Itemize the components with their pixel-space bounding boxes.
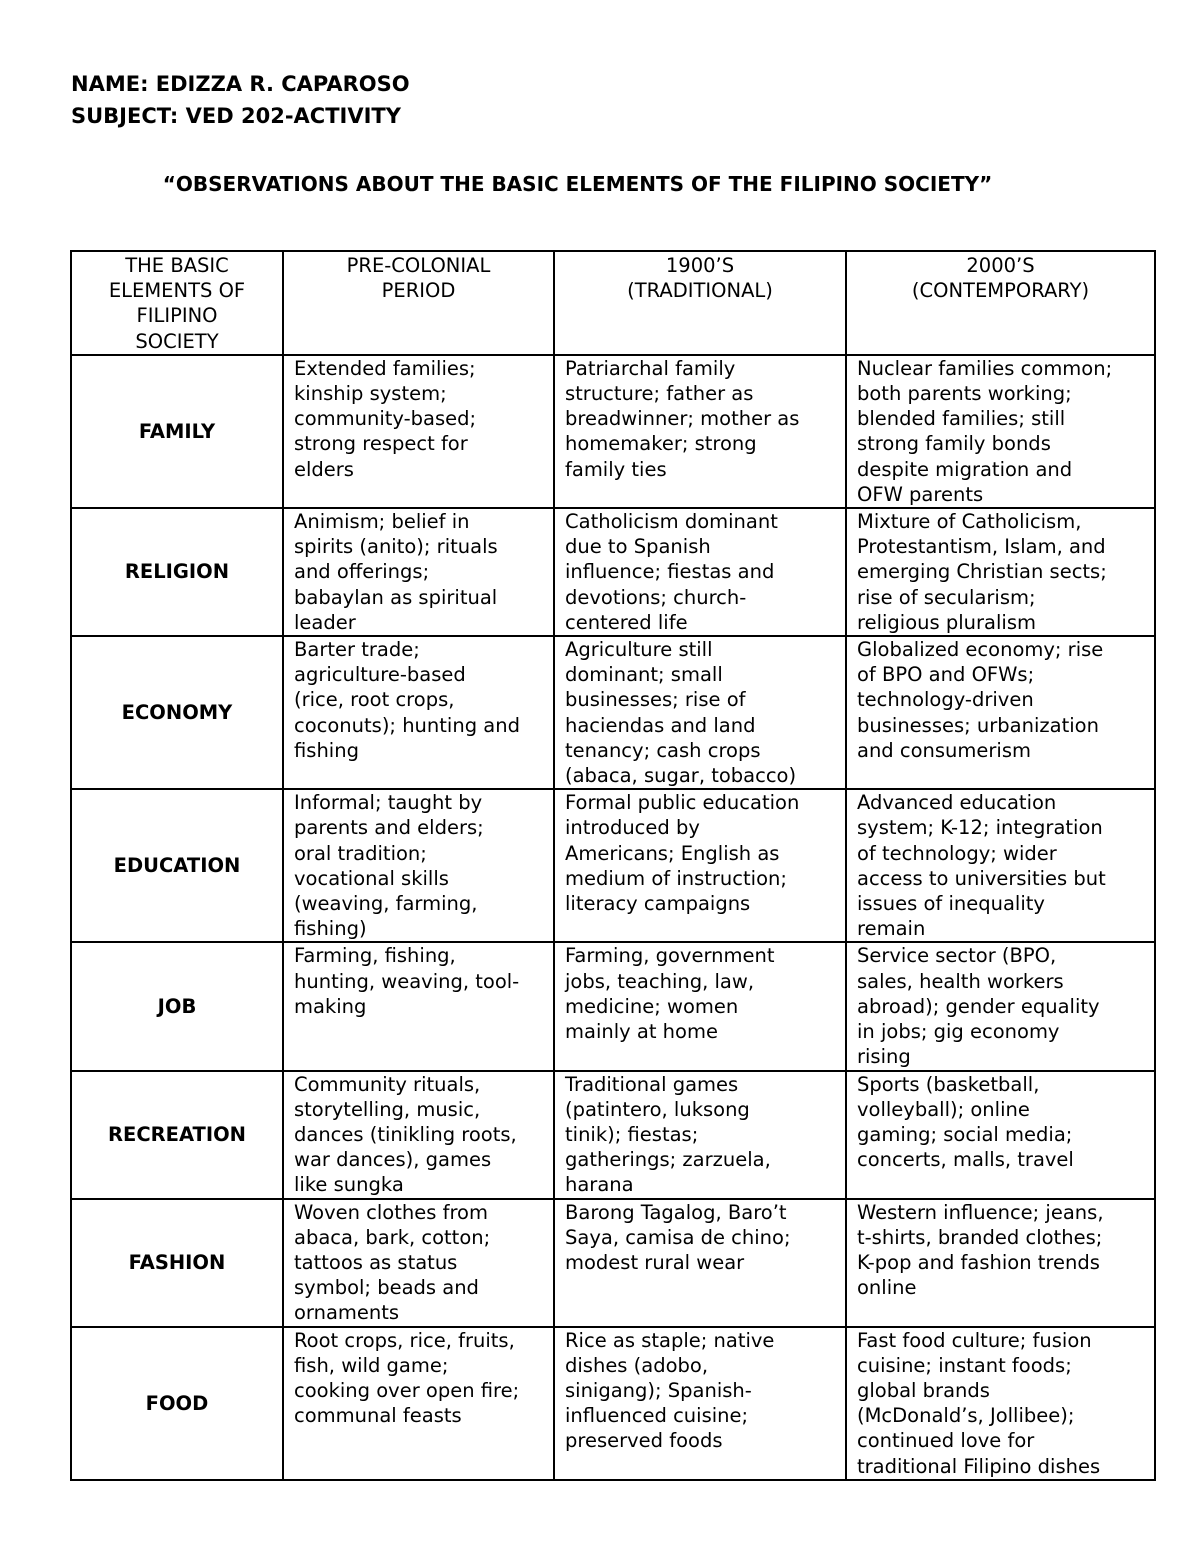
cell-pre-colonial [283,508,554,636]
cell-line: online [857,1276,917,1300]
cell-1900s [554,942,846,1070]
cell-2000s [846,636,1155,789]
cell-line: haciendas and land [565,713,756,737]
header-1900s [554,251,846,355]
cell-pre-colonial [283,355,554,508]
table-row [71,1199,1155,1327]
cell-line: Root crops, rice, fruits, [294,1328,515,1352]
cell-line: despite migration and [857,457,1073,481]
cell-line: harana [565,1173,634,1197]
document-title: “OBSERVATIONS ABOUT THE BASIC ELEMENTS OF THE FILIPINO SOCIETY” [162,172,993,196]
cell-line: due to Spanish [565,535,711,559]
cell-pre-colonial [283,1327,554,1480]
cell-1900s [554,636,846,789]
cell-line: Service sector (BPO, [857,944,1057,968]
cell-line: babaylan as spiritual [294,585,498,609]
cell-line: community-based; [294,407,477,431]
cell-line: parents and elders; [294,816,484,840]
cell-line: Barter trade; [294,638,420,662]
row-label: EDUCATION [71,789,283,942]
cell-line: of BPO and OFWs; [857,663,1035,687]
cell-1900s [554,1071,846,1199]
cell-line: Community rituals, [294,1072,481,1096]
cell-line: dances (tinikling roots, [294,1122,517,1146]
student-name: NAME: EDIZZA R. CAPAROSO [71,72,410,96]
cell-line: (McDonald’s, Jollibee); [857,1404,1075,1428]
cell-2000s [846,1327,1155,1480]
cell-line: system; K-12; integration [857,816,1103,840]
cell-line: kinship system; [294,382,447,406]
header-line: 2000’S [966,254,1035,277]
cell-line: Farming, fishing, [294,944,456,968]
row-label: FOOD [71,1327,283,1480]
header-line: 1900’S [665,254,735,277]
cell-line: strong family bonds [857,432,1051,456]
cell-line: Globalized economy; rise [857,638,1104,662]
cell-line: emerging Christian sects; [857,560,1107,584]
cell-line: elders [294,457,354,481]
cell-line: Patriarchal family [565,356,736,380]
cell-line: dominant; small [565,663,723,687]
cell-line: (abaca, sugar, tobacco) [565,764,797,788]
cell-line: structure; father as [565,382,754,406]
cell-line: strong respect for [294,432,468,456]
cell-2000s [846,1071,1155,1199]
cell-2000s [846,355,1155,508]
header-line: FILIPINO [136,304,218,328]
cell-line: homemaker; strong [565,432,757,456]
row-label: JOB [71,942,283,1070]
cell-2000s [846,508,1155,636]
cell-line: Animism; belief in [294,510,470,534]
row-label: FAMILY [71,355,283,508]
row-label: FASHION [71,1199,283,1327]
cell-line: rise of secularism; [857,585,1036,609]
table-row [71,508,1155,636]
cell-line: technology-driven [857,688,1034,712]
cell-line: devotions; church- [565,585,747,609]
cell-line: medicine; women [565,994,739,1018]
cell-line: influence; fiestas and [565,560,775,584]
cell-pre-colonial [283,942,554,1070]
cell-1900s [554,508,846,636]
cell-line: literacy campaigns [565,892,751,916]
cell-line: tinik); fiestas; [565,1122,699,1146]
cell-line: (patintero, luksong [565,1097,750,1121]
cell-line: concerts, malls, travel [857,1148,1074,1172]
cell-line: continued love for [857,1429,1035,1453]
header-line: (CONTEMPORARY) [911,279,1090,303]
cell-line: access to universities but [857,866,1106,890]
cell-line: OFW parents [857,482,984,506]
cell-line: Traditional games [565,1072,739,1096]
row-label: RECREATION [71,1071,283,1199]
cell-line: Saya, camisa de chino; [565,1225,791,1249]
cell-line: mainly at home [565,1020,718,1044]
header-line: PERIOD [381,279,456,303]
cell-line: breadwinner; mother as [565,407,800,431]
cell-line: abroad); gender equality [857,994,1100,1018]
header-elements [71,251,283,355]
cell-line: Woven clothes from [294,1200,488,1224]
cell-line: both parents working; [857,382,1072,406]
cell-line: tenancy; cash crops [565,738,761,762]
cell-line: global brands [857,1378,990,1402]
table-header-row [71,251,1155,355]
cell-line: tattoos as status [294,1250,458,1274]
cell-line: businesses; urbanization [857,713,1099,737]
cell-line: symbol; beads and [294,1276,479,1300]
cell-line: blended families; still [857,407,1066,431]
cell-line: Mixture of Catholicism, [857,510,1082,534]
cell-line: making [294,994,367,1018]
cell-line: volleyball); online [857,1097,1030,1121]
cell-line: and consumerism [857,738,1031,762]
cell-1900s [554,789,846,942]
cell-line: gatherings; zarzuela, [565,1148,771,1172]
cell-line: and offerings; [294,560,430,584]
cell-1900s [554,1199,846,1327]
cell-line: ornaments [294,1301,400,1325]
cell-line: sinigang); Spanish- [565,1378,752,1402]
cell-line: Nuclear families common; [857,356,1113,380]
header-pre-colonial [283,251,554,355]
header-line: (TRADITIONAL) [627,279,773,303]
cell-pre-colonial [283,789,554,942]
subject-line: SUBJECT: VED 202-ACTIVITY [71,104,401,128]
cell-line: coconuts); hunting and [294,713,520,737]
cell-line: cuisine; instant foods; [857,1353,1072,1377]
cell-line: cooking over open fire; [294,1378,520,1402]
table-row [71,636,1155,789]
cell-2000s [846,1199,1155,1327]
cell-line: war dances), games [294,1148,492,1172]
cell-line: centered life [565,610,688,634]
cell-line: family ties [565,457,667,481]
cell-line: religious pluralism [857,610,1036,634]
cell-pre-colonial [283,636,554,789]
cell-1900s [554,355,846,508]
row-label: ECONOMY [71,636,283,789]
cell-line: sales, health workers [857,969,1064,993]
cell-line: Farming, government [565,944,775,968]
cell-pre-colonial [283,1071,554,1199]
cell-line: Catholicism dominant [565,510,778,534]
cell-line: Fast food culture; fusion [857,1328,1092,1352]
table-row [71,942,1155,1070]
cell-line: Formal public education [565,791,800,815]
cell-pre-colonial [283,1199,554,1327]
cell-line: issues of inequality [857,892,1045,916]
cell-line: businesses; rise of [565,688,746,712]
cell-line: leader [294,610,356,634]
cell-line: in jobs; gig economy [857,1020,1060,1044]
header-line: ELEMENTS OF [108,279,246,303]
cell-line: Agriculture still [565,638,713,662]
cell-line: modest rural wear [565,1250,745,1274]
cell-line: Rice as staple; native [565,1328,775,1352]
cell-line: jobs, teaching, law, [565,969,755,993]
cell-line: influenced cuisine; [565,1404,749,1428]
cell-2000s [846,789,1155,942]
cell-line: fishing) [294,917,367,941]
cell-line: medium of instruction; [565,866,787,890]
cell-line: Barong Tagalog, Baro’t [565,1200,787,1224]
table-body [71,355,1155,1480]
table-row [71,1071,1155,1199]
cell-line: agriculture-based [294,663,466,687]
cell-line: hunting, weaving, tool- [294,969,520,993]
cell-line: traditional Filipino dishes [857,1454,1101,1478]
cell-line: abaca, bark, cotton; [294,1225,491,1249]
cell-2000s [846,942,1155,1070]
cell-line: (rice, root crops, [294,688,455,712]
cell-line: rising [857,1045,911,1069]
cell-line: spirits (anito); rituals [294,535,498,559]
cell-line: vocational skills [294,866,449,890]
cell-line: dishes (adobo, [565,1353,709,1377]
observations-table [70,250,1156,1481]
cell-line: of technology; wider [857,841,1057,865]
header-2000s [846,251,1155,355]
cell-line: Protestantism, Islam, and [857,535,1106,559]
header-line: SOCIETY [135,329,219,353]
cell-line: Extended families; [294,356,476,380]
cell-line: Informal; taught by [294,791,483,815]
cell-1900s [554,1327,846,1480]
cell-line: fish, wild game; [294,1353,449,1377]
table-row [71,1327,1155,1480]
cell-line: t-shirts, branded clothes; [857,1225,1103,1249]
table-row [71,355,1155,508]
cell-line: (weaving, farming, [294,892,478,916]
cell-line: Advanced education [857,791,1057,815]
cell-line: Americans; English as [565,841,780,865]
cell-line: Sports (basketball, [857,1072,1040,1096]
cell-line: preserved foods [565,1429,723,1453]
cell-line: communal feasts [294,1404,462,1428]
row-label: RELIGION [71,508,283,636]
cell-line: oral tradition; [294,841,427,865]
header-line: PRE-COLONIAL [346,254,491,277]
cell-line: K-pop and fashion trends [857,1250,1100,1274]
cell-line: fishing [294,738,359,762]
header-line: THE BASIC [125,254,229,277]
cell-line: like sungka [294,1173,404,1197]
cell-line: Western influence; jeans, [857,1200,1104,1224]
table-row [71,789,1155,942]
cell-line: remain [857,917,926,941]
cell-line: storytelling, music, [294,1097,481,1121]
cell-line: introduced by [565,816,700,840]
cell-line: gaming; social media; [857,1122,1073,1146]
